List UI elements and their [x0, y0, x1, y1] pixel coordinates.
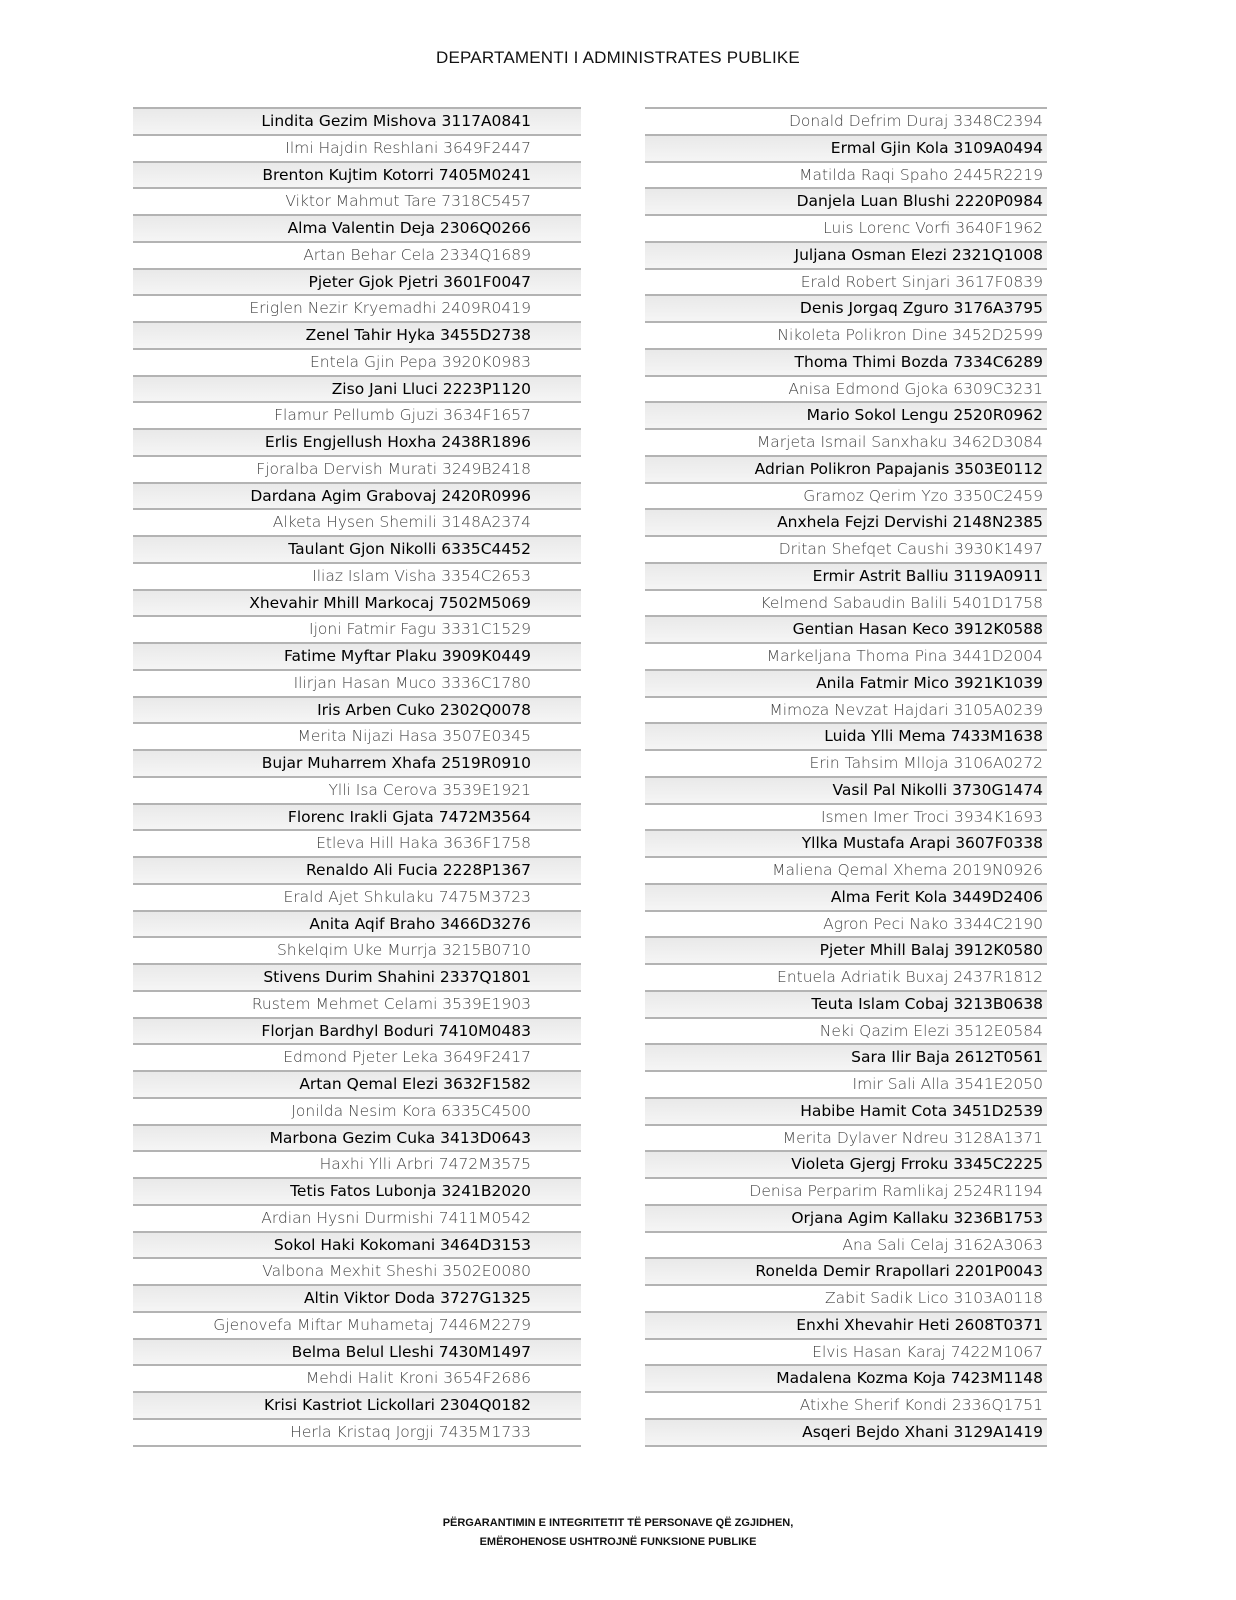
- page-title: DEPARTAMENTI I ADMINISTRATES PUBLIKE: [436, 48, 800, 67]
- list-item: Brenton Kujtim Kotorri 7405M0241: [133, 161, 581, 188]
- list-item: Alma Ferit Kola 3449D2406: [645, 883, 1047, 910]
- list-item: Ermal Gjin Kola 3109A0494: [645, 134, 1047, 161]
- list-item: Fatime Myftar Plaku 3909K0449: [133, 642, 581, 669]
- list-item: Jonilda Nesim Kora 6335C4500: [133, 1097, 581, 1124]
- list-item: Herla Kristaq Jorgji 7435M1733: [133, 1418, 581, 1445]
- list-item: Altin Viktor Doda 3727G1325: [133, 1284, 581, 1311]
- list-item: Marjeta Ismail Sanxhaku 3462D3084: [645, 428, 1047, 455]
- list-item: Madalena Kozma Koja 7423M1148: [645, 1364, 1047, 1391]
- column-bottom-rule: [133, 1445, 581, 1447]
- list-item: Dardana Agim Grabovaj 2420R0996: [133, 482, 581, 509]
- list-item: Teuta Islam Cobaj 3213B0638: [645, 990, 1047, 1017]
- list-item: Gentian Hasan Keco 3912K0588: [645, 615, 1047, 642]
- list-item: Bujar Muharrem Xhafa 2519R0910: [133, 749, 581, 776]
- list-item: Lindita Gezim Mishova 3117A0841: [133, 107, 581, 134]
- list-item: Luida Ylli Mema 7433M1638: [645, 722, 1047, 749]
- list-item: Entuela Adriatik Buxaj 2437R1812: [645, 963, 1047, 990]
- list-item: Sara Ilir Baja 2612T0561: [645, 1043, 1047, 1070]
- list-item: Ziso Jani Lluci 2223P1120: [133, 375, 581, 402]
- list-item: Stivens Durim Shahini 2337Q1801: [133, 963, 581, 990]
- list-item: Taulant Gjon Nikolli 6335C4452: [133, 535, 581, 562]
- list-item: Yllka Mustafa Arapi 3607F0338: [645, 829, 1047, 856]
- list-item: Merita Dylaver Ndreu 3128A1371: [645, 1124, 1047, 1151]
- list-item: Erlis Engjellush Hoxha 2438R1896: [133, 428, 581, 455]
- list-item: Mimoza Nevzat Hajdari 3105A0239: [645, 696, 1047, 723]
- list-item: Ylli Isa Cerova 3539E1921: [133, 776, 581, 803]
- list-item: Iliaz Islam Visha 3354C2653: [133, 562, 581, 589]
- list-item: Dritan Shefqet Caushi 3930K1497: [645, 535, 1047, 562]
- list-item: Enxhi Xhevahir Heti 2608T0371: [645, 1311, 1047, 1338]
- list-item: Anxhela Fejzi Dervishi 2148N2385: [645, 508, 1047, 535]
- list-item: Belma Belul Lleshi 7430M1497: [133, 1338, 581, 1365]
- list-item: Erald Ajet Shkulaku 7475M3723: [133, 883, 581, 910]
- list-item: Edmond Pjeter Leka 3649F2417: [133, 1043, 581, 1070]
- list-item: Shkelqim Uke Murrja 3215B0710: [133, 936, 581, 963]
- list-item: Denis Jorgaq Zguro 3176A3795: [645, 294, 1047, 321]
- list-item: Neki Qazim Elezi 3512E0584: [645, 1017, 1047, 1044]
- list-item: Atixhe Sherif Kondi 2336Q1751: [645, 1391, 1047, 1418]
- list-item: Merita Nijazi Hasa 3507E0345: [133, 722, 581, 749]
- list-item: Ijoni Fatmir Fagu 3331C1529: [133, 615, 581, 642]
- list-item: Nikoleta Polikron Dine 3452D2599: [645, 321, 1047, 348]
- list-item: Erin Tahsim Mlloja 3106A0272: [645, 749, 1047, 776]
- list-item: Danjela Luan Blushi 2220P0984: [645, 187, 1047, 214]
- list-item: Florjan Bardhyl Boduri 7410M0483: [133, 1017, 581, 1044]
- list-item: Ermir Astrit Balliu 3119A0911: [645, 562, 1047, 589]
- page-footer: [0, 1514, 1236, 1552]
- list-item: Eriglen Nezir Kryemadhi 2409R0419: [133, 294, 581, 321]
- list-item: Zabit Sadik Lico 3103A0118: [645, 1284, 1047, 1311]
- list-item: Anisa Edmond Gjoka 6309C3231: [645, 375, 1047, 402]
- list-item: Ilmi Hajdin Reshlani 3649F2447: [133, 134, 581, 161]
- list-item: Orjana Agim Kallaku 3236B1753: [645, 1204, 1047, 1231]
- list-item: Mario Sokol Lengu 2520R0962: [645, 401, 1047, 428]
- list-item: Iris Arben Cuko 2302Q0078: [133, 696, 581, 723]
- list-item: Kelmend Sabaudin Balili 5401D1758: [645, 589, 1047, 616]
- list-item: Etleva Hill Haka 3636F1758: [133, 829, 581, 856]
- list-item: Ronelda Demir Rrapollari 2201P0043: [645, 1257, 1047, 1284]
- column-bottom-rule: [645, 1445, 1047, 1447]
- list-item: Violeta Gjergj Frroku 3345C2225: [645, 1150, 1047, 1177]
- list-item: Marbona Gezim Cuka 3413D0643: [133, 1124, 581, 1151]
- list-item: Pjeter Gjok Pjetri 3601F0047: [133, 268, 581, 295]
- list-item: Juljana Osman Elezi 2321Q1008: [645, 241, 1047, 268]
- list-item: Ana Sali Celaj 3162A3063: [645, 1231, 1047, 1258]
- list-item: Alketa Hysen Shemili 3148A2374: [133, 508, 581, 535]
- list-item: Agron Peci Nako 3344C2190: [645, 910, 1047, 937]
- left-name-column: [133, 107, 581, 1447]
- list-item: Luis Lorenc Vorfi 3640F1962: [645, 214, 1047, 241]
- list-item: Vasil Pal Nikolli 3730G1474: [645, 776, 1047, 803]
- list-item: Zenel Tahir Hyka 3455D2738: [133, 321, 581, 348]
- list-item: Viktor Mahmut Tare 7318C5457: [133, 187, 581, 214]
- list-item: Matilda Raqi Spaho 2445R2219: [645, 161, 1047, 188]
- list-item: Valbona Mexhit Sheshi 3502E0080: [133, 1257, 581, 1284]
- list-item: Sokol Haki Kokomani 3464D3153: [133, 1231, 581, 1258]
- list-item: Tetis Fatos Lubonja 3241B2020: [133, 1177, 581, 1204]
- list-item: Entela Gjin Pepa 3920K0983: [133, 348, 581, 375]
- list-item: Denisa Perparim Ramlikaj 2524R1194: [645, 1177, 1047, 1204]
- list-item: Ardian Hysni Durmishi 7411M0542: [133, 1204, 581, 1231]
- list-item: Rustem Mehmet Celami 3539E1903: [133, 990, 581, 1017]
- list-item: Pjeter Mhill Balaj 3912K0580: [645, 936, 1047, 963]
- list-item: Anita Aqif Braho 3466D3276: [133, 910, 581, 937]
- list-item: Markeljana Thoma Pina 3441D2004: [645, 642, 1047, 669]
- list-item: Fjoralba Dervish Murati 3249B2418: [133, 455, 581, 482]
- list-item: Alma Valentin Deja 2306Q0266: [133, 214, 581, 241]
- list-item: Haxhi Ylli Arbri 7472M3575: [133, 1150, 581, 1177]
- list-item: Thoma Thimi Bozda 7334C6289: [645, 348, 1047, 375]
- list-item: Artan Qemal Elezi 3632F1582: [133, 1070, 581, 1097]
- list-item: Habibe Hamit Cota 3451D2539: [645, 1097, 1047, 1124]
- list-item: Donald Defrim Duraj 3348C2394: [645, 107, 1047, 134]
- list-item: Xhevahir Mhill Markocaj 7502M5069: [133, 589, 581, 616]
- list-item: Ismen Imer Troci 3934K1693: [645, 803, 1047, 830]
- right-name-column: [645, 107, 1047, 1447]
- list-item: Anila Fatmir Mico 3921K1039: [645, 669, 1047, 696]
- footer-line-1: PËRGARANTIMIN E INTEGRITETIT TË PERSONAVE QË ZGJIDHEN,: [442, 1517, 794, 1529]
- list-item: Krisi Kastriot Lickollari 2304Q0182: [133, 1391, 581, 1418]
- list-item: Adrian Polikron Papajanis 3503E0112: [645, 455, 1047, 482]
- list-item: Asqeri Bejdo Xhani 3129A1419: [645, 1418, 1047, 1445]
- list-item: Erald Robert Sinjari 3617F0839: [645, 268, 1047, 295]
- list-item: Ilirjan Hasan Muco 3336C1780: [133, 669, 581, 696]
- list-item: Maliena Qemal Xhema 2019N0926: [645, 856, 1047, 883]
- list-item: Gramoz Qerim Yzo 3350C2459: [645, 482, 1047, 509]
- list-item: Imir Sali Alla 3541E2050: [645, 1070, 1047, 1097]
- list-item: Renaldo Ali Fucia 2228P1367: [133, 856, 581, 883]
- list-item: Gjenovefa Miftar Muhametaj 7446M2279: [133, 1311, 581, 1338]
- list-item: Flamur Pellumb Gjuzi 3634F1657: [133, 401, 581, 428]
- footer-line-2: EMËROHENOSE USHTROJNË FUNKSIONE PUBLIKE: [479, 1536, 757, 1548]
- list-item: Florenc Irakli Gjata 7472M3564: [133, 803, 581, 830]
- list-item: Artan Behar Cela 2334Q1689: [133, 241, 581, 268]
- list-item: Mehdi Halit Kroni 3654F2686: [133, 1364, 581, 1391]
- list-item: Elvis Hasan Karaj 7422M1067: [645, 1338, 1047, 1365]
